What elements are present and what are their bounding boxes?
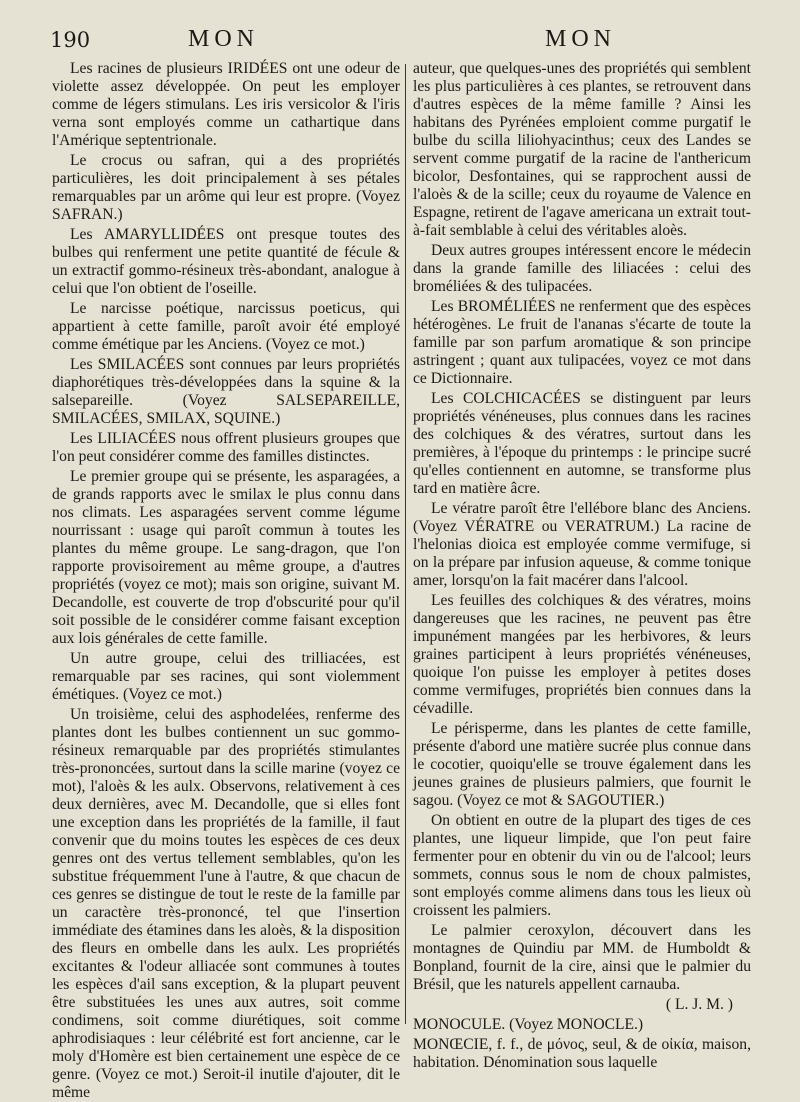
paragraph-bromeliees: Les BROMÉLIÉES ne renferment que des espèces hétérogènes. Le fruit de l'ananas s'écarte de toute la famille par son parfum aromatique & son principe astringent ; quant aux tulipacées, voyez ce mot dans ce Dictionnaire. (413, 298, 751, 387)
paragraph-liliacees: Les LILIACÉES nous offrent plusieurs groupes que l'on peut considérer comme des familles distinctes. (52, 430, 400, 465)
paragraph-amaryllidees: Les AMARYLLIDÉES ont presque toutes des bulbes qui renferment une petite quantité de fécule & un extractif gommo-résineux très-abondant, analogue à celui que l'on obtient de l'oseille. (52, 226, 400, 297)
running-head-left: MON (188, 26, 260, 52)
running-head-right: MON (545, 26, 617, 52)
left-column (52, 60, 400, 1101)
entry-monocule: MONOCULE. (Voyez MONOCLE.) (413, 1016, 644, 1033)
column-divider (405, 64, 406, 1024)
paragraph-tiges: On obtient en outre de la plupart des tiges de ces plantes, une liqueur limpide, que l'on peut faire fermenter pour en obtenir du vin ou de l'alcool; leurs sommets, connus sous le nom de choux palmistes, sont employés comme alimens dans tous les lieux où croissent les palmiers. (413, 812, 751, 919)
author-signature: ( L. J. M. ) (665, 996, 733, 1013)
paragraph-ceroxylon: Le palmier ceroxylon, découvert dans les montagnes de Quindiu par MM. de Humboldt & Bonpland, fournit de la cire, ainsi que le palmier du Brésil, que les naturels appellent carnauba. (413, 922, 751, 993)
paragraph-perisperme: Le périsperme, dans les plantes de cette famille, présente d'abord une matière sucrée plus connue dans le cocotier, quoiqu'elle se trouve également dans les jeunes graines de plusieurs palmiers, que fournit le sagou. (Voyez ce mot & SAGOUTIER.) (413, 720, 751, 809)
paragraph-iridees: Les racines de plusieurs IRIDÉES ont une odeur de violette assez développée. On peut les employer comme de légers stimulans. Les iris versicolor & l'iris verna sont employés comme un cathartique dans l'Amérique septentrionale. (52, 60, 400, 149)
paragraph-smilacees: Les SMILACÉES sont connues par leurs propriétés diaphorétiques très-développées dans la squine & la salsepareille. (Voyez SALSEPAREILLE, SMILACÉES, SMILAX, SQUINE.) (52, 356, 400, 427)
paragraph-asparagees: Le premier groupe qui se présente, les asparagées, a de grands rapports avec le smilax le plus connu dans nos climats. Les asparagées servent comme légume nourrissant : usage qui paroît commun à toutes les plantes du même groupe. Le sang-dragon, que l'on rapporte provisoirement au même groupe, a d'autres propriétés (voyez ce mot); mais son origine, suivant M. Decandolle, est couverte de trop d'obscurité pour qu'il soit possible de le considérer comme faisant exception aux lois générales de cette famille. (52, 468, 400, 647)
page-number: 190 (50, 28, 91, 52)
page-header (0, 24, 800, 58)
paragraph-narcisse: Le narcisse poétique, narcissus poeticus, qui appartient à cette famille, paroît avoir été employé comme émétique par les Anciens. (Voyez ce mot.) (52, 300, 400, 353)
paragraph-deux-groupes: Deux autres groupes intéressent encore le médecin dans la grande famille des liliacées : celui des broméliées & des tulipacées. (413, 242, 751, 295)
entry-monoecie: MONŒCIE, f. f., de μόνος, seul, & de οἰκία, maison, habitation. Dénomination sous laquelle (413, 1036, 751, 1071)
paragraph-veratre: Le vératre paroît être l'ellébore blanc des Anciens. (Voyez VÉRATRE ou VERATRUM.) La racine de l'helonias dioica est employée comme vermifuge, si on la prépare par infusion aqueuse, & comme tonique amer, lorsqu'on la fait macérer dans l'alcool. (413, 500, 751, 589)
paragraph-feuilles: Les feuilles des colchiques & des vératres, moins dangereuses que les racines, ne peuvent pas être impunément mangées par les herbivores, & leurs graines participent à leurs propriétés vénéneuses, quoique l'on puisse les employer à petites doses comme vermifuges, propriétés bien connues dans la cévadille. (413, 592, 751, 717)
paragraph-continuation: auteur, que quelques-unes des propriétés qui semblent les plus particulières à ces plantes, se retrouvent dans d'autres espèces de la même famille ? Ainsi les habitans des Pyrénées emploient comme purgatif le bulbe du scilla liliohyacinthus; ceux des Landes se servent comme purgatif de la racine de l'anthericum bicolor, Desfontaines, qui se rapprochent aussi de l'aloès & de la scille; ceux du royaume de Valence en Espagne, retirent de l'agave americana un extrait tout-à-fait semblable à celui des véritables aloès. (413, 60, 751, 239)
right-column (413, 60, 751, 1085)
paragraph-asphodelees: Un troisième, celui des asphodelées, renferme des plantes dont les bulbes contiennent un suc gommo-résineux remarquable par des propriétés stimulantes très-prononcées, surtout dans la scille marine (voyez ce mot), l'aloès & les aulx. Observons, relativement à ces deux dernières, avec M. Decandolle, que si elles font une exception dans les propriétés de la famille, il faut convenir que du moins toutes les espèces de ces deux genres ont des vertus tellement semblables, qu'on les substitue fréquemment l'une à l'autre, & que chacun de ces genres se distingue de tout le reste de la famille par un caractère très-prononcé, tel que l'insertion immédiate des étamines dans les aloès, & la disposition des fleurs en ombelle dans les aulx. Les propriétés excitantes & l'odeur alliacée sont communes à toutes les espèces d'ail sans exception, & la plupart peuvent être substituées les unes aux autres, soit comme condimens, soit comme diurétiques, soit comme aphrodisiaques : leur célébrité est fort ancienne, car le moly d'Homère est bien certainement une espèce de ce genre. (Voyez ce mot.) Seroit-il inutile d'ajouter, dit le même (52, 706, 400, 1101)
paragraph-colchicacees: Les COLCHICACÉES se distinguent par leurs propriétés vénéneuses, plus connues dans les racines des colchiques & des vératres, surtout dans les premières, à l'époque du printemps : le principe sucré qu'elles contiennent en automne, se transforme plus tard en matière âcre. (413, 390, 751, 497)
paragraph-trilliacees: Un autre groupe, celui des trilliacées, est remarquable par ses racines, qui sont violemment émétiques. (Voyez ce mot.) (52, 650, 400, 703)
paragraph-crocus: Le crocus ou safran, qui a des propriétés particulières, les doit principalement à ses pétales remarquables par un arôme qui leur est propre. (Voyez SAFRAN.) (52, 152, 400, 223)
